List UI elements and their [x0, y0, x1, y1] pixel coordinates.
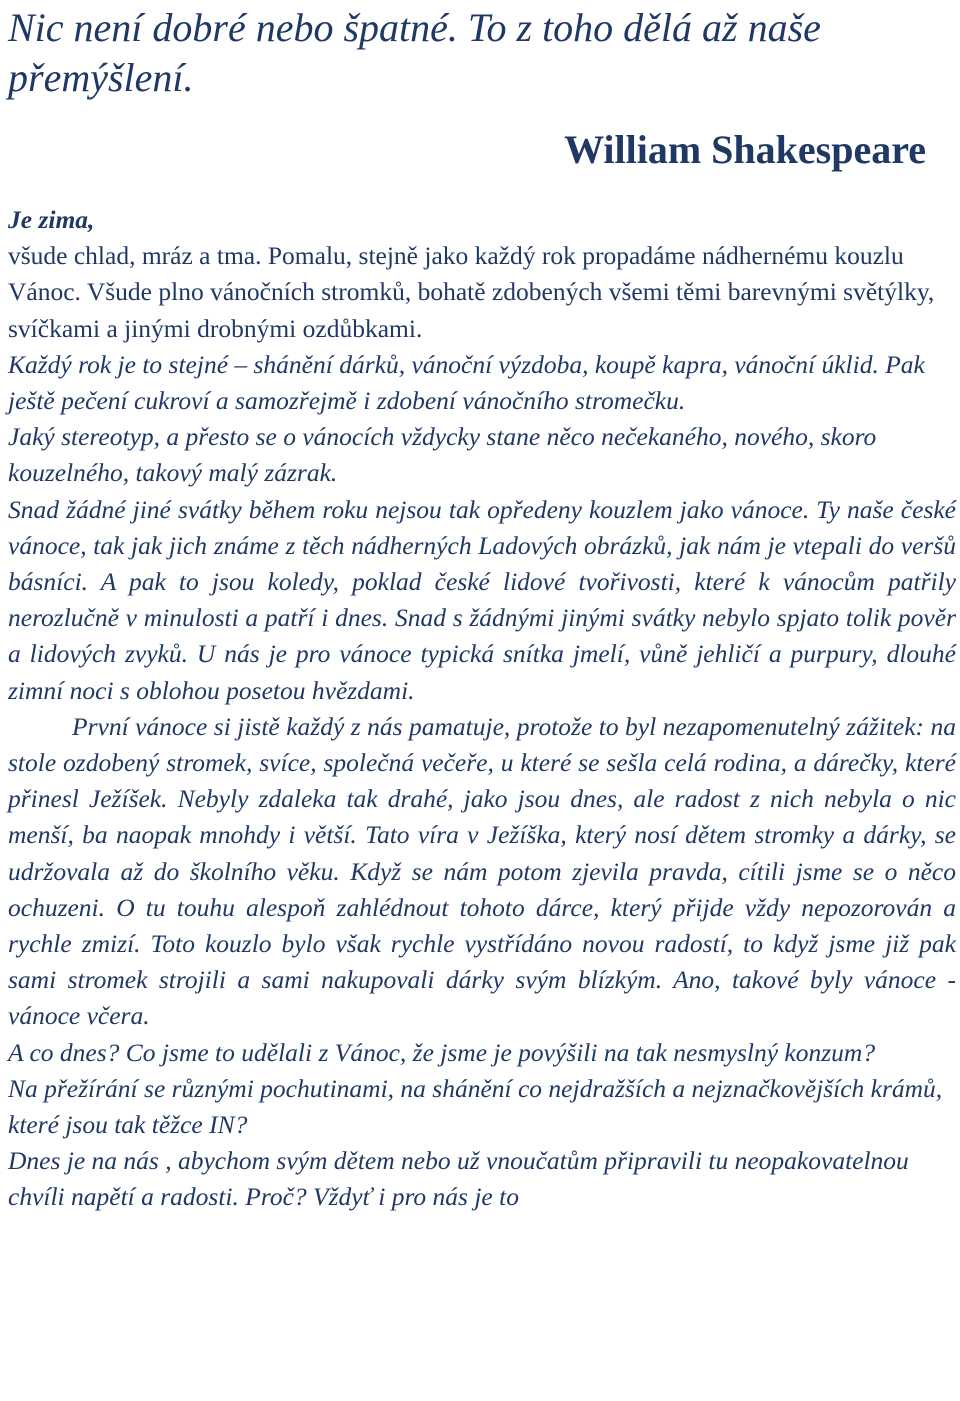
paragraph-7: Na přežírání se různými pochutinami, na shánění co nejdražších a nejznačkovějších krámů, které jsou tak těžce IN? [8, 1073, 943, 1140]
paragraph-3: Jaký stereotyp, a přesto se o vánocích vždycky stane něco nečekaného, nového, skoro kouzelného, takový malý zázrak. [8, 422, 877, 488]
paragraph-5: První vánoce si jistě každý z nás pamatuje, protože to byl nezapomenutelný zážitek: na stole ozdobený stromek, svíce, společná večeře, u které se sešla celá rodina, a dárečky, které přinesl Ježíšek. Nebyly zdaleka tak drahé, jako jsou dnes, ale radost z nich nebyla o nic menší, ba naopak mnohdy i větší. Tato víra v Ježíška, který nosí dětem stromky a dárky, se udržovala až do školního věku. Když se nám potom zjevila pravda, cítili jsme se o něco ochuzeni. O tu touhu alespoň zahlédnout tohoto dárce, který přijde vždy nepozorován a rychle zmizí. Toto kouzlo bylo však rychle vystřídáno novou radostí, to když jsme již pak sami stromek strojili a sami nakupovali dárky svým blízkým. Ano, takové byly vánoce - vánoce včera. [8, 711, 956, 1031]
quote: Nic není dobré nebo špatné. To z toho dělá až naše přemýšlení. [8, 5, 821, 100]
paragraph-1: všude chlad, mráz a tma. Pomalu, stejně jako každý rok propadáme nádhernému kouzlu Vánoc. Všude plno vánočních stromků, bohatě zdobených všemi těmi barevnými světýlky, svíčkami a jinými drobnými ozdůbkami. [8, 241, 935, 343]
quote-author: William Shakespeare [564, 127, 926, 172]
document-page [8, 0, 956, 1216]
paragraph-2: Každý rok je to stejné – shánění dárků, vánoční výzdoba, koupě kapra, vánoční úklid. Pak ještě pečení cukroví a samozřejmě i zdobení vánočního stromečku. [8, 349, 925, 416]
intro-line: Je zima, [8, 205, 95, 234]
paragraph-8: Dnes je na nás , abychom svým dětem nebo už vnoučatům připravili tu neopakovatelnou chvíli napětí a radosti. Proč? Vždyť i pro nás je to [8, 1146, 909, 1212]
paragraph-4: Snad žádné jiné svátky během roku nejsou tak opředeny kouzlem jako vánoce. Ty naše české vánoce, tak jak jich známe z těch nádherných Ladových obrázků, jak nám je vtepali do veršů básníci. A pak to jsou koledy, poklad české lidové tvořivosti, které k vánocům patřily nerozlučně v minulosti a patří i dnes. Snad s žádnými jinými svátky nebylo spjato tolik pověr a lidových zvyků. U nás je pro vánoce typická snítka jmelí, vůně jehličí a purpury, dlouhé zimní noci s oblohou posetou hvězdami. [8, 494, 956, 705]
paragraph-6: A co dnes? Co jsme to udělali z Vánoc, že jsme je povýšili na tak nesmyslný konzum? [8, 1037, 876, 1067]
